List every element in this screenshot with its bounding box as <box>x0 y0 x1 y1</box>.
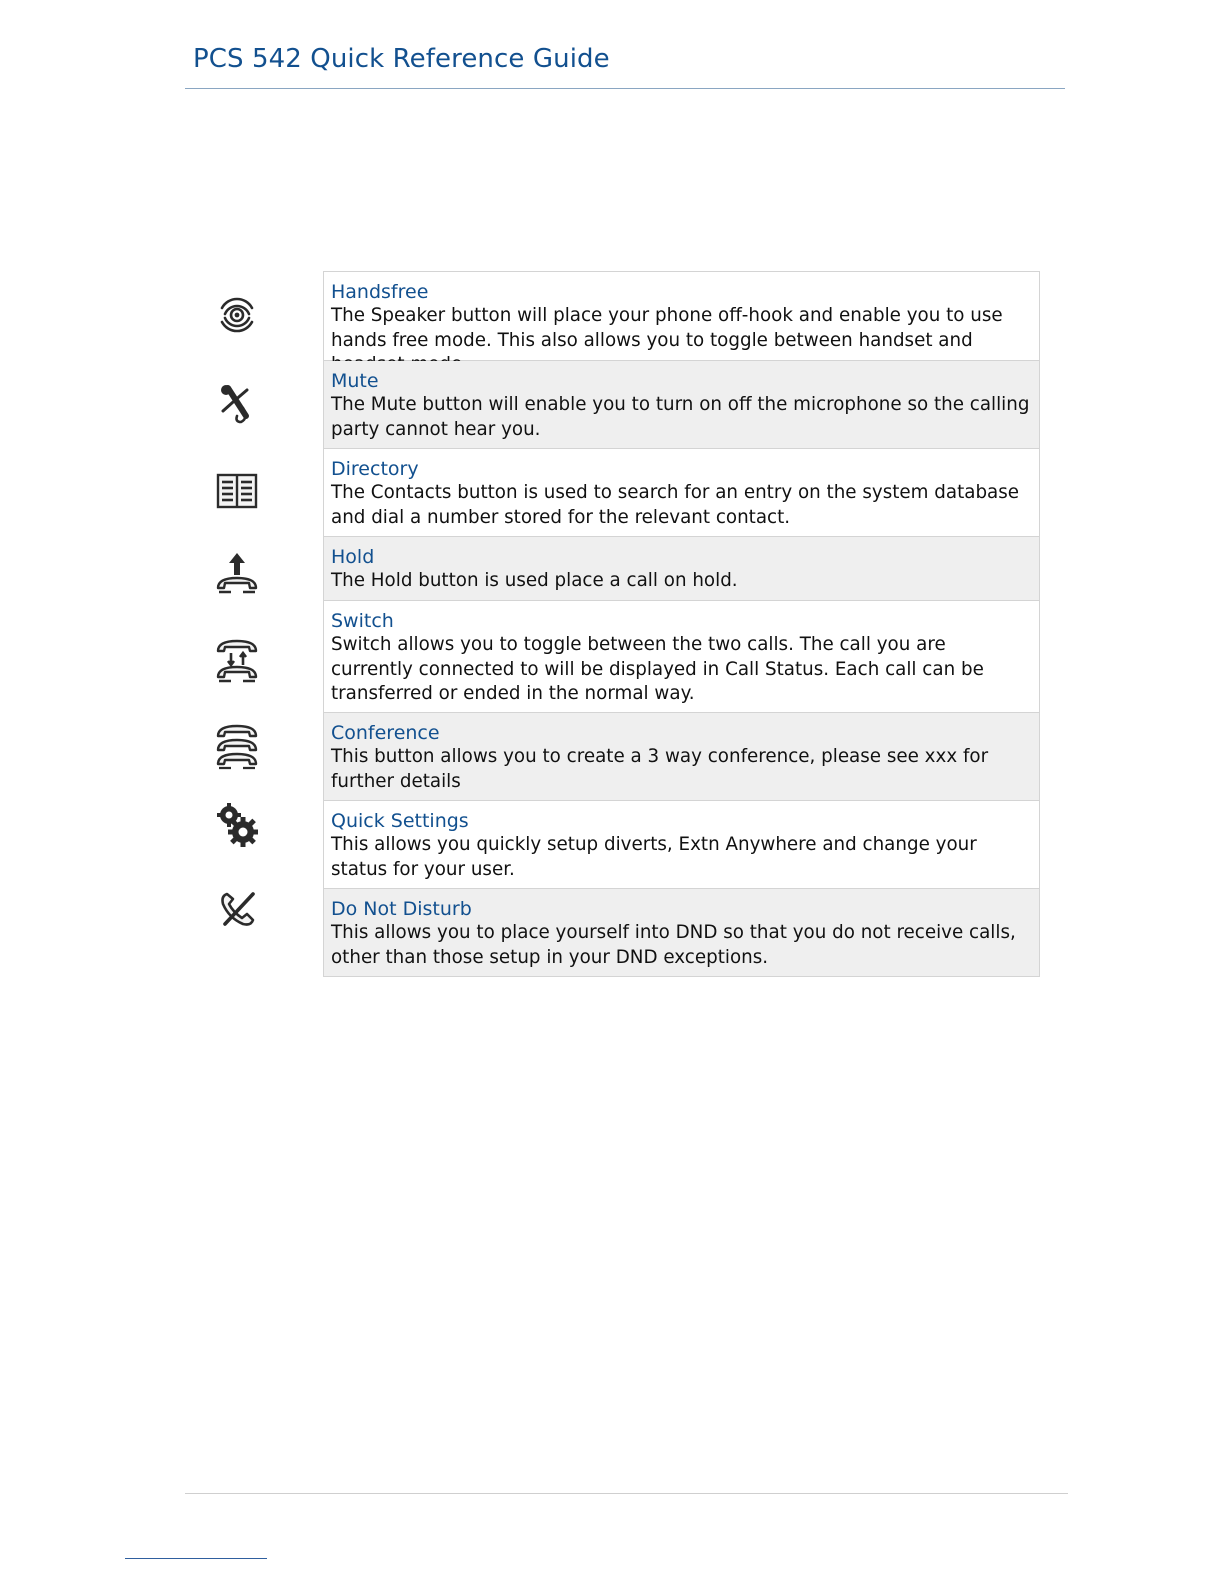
row-title: Quick Settings <box>331 810 469 832</box>
row-description: This button allows you to create a 3 way conference, please see xxx for further details <box>331 746 989 792</box>
conference-phones-icon <box>213 722 261 770</box>
row-title: Do Not Disturb <box>331 898 472 920</box>
table-row <box>323 537 1040 601</box>
table-row <box>323 272 1040 361</box>
gears-icon <box>213 802 261 850</box>
header-divider <box>185 88 1065 89</box>
row-title: Handsfree <box>331 281 429 303</box>
table-row <box>323 601 1040 713</box>
footer-divider <box>185 1493 1068 1494</box>
row-description: This allows you to place yourself into DND so that you do not receive calls, other than those setup in your DND exceptions. <box>331 922 1016 968</box>
row-description: The Contacts button is used to search for an entry on the system database and dial a number stored for the relevant contact. <box>331 482 1020 528</box>
row-description: The Hold button is used place a call on hold. <box>331 570 738 591</box>
button-reference-table <box>323 271 1040 977</box>
row-title: Switch <box>331 610 394 632</box>
table-row <box>323 449 1040 537</box>
row-title: Directory <box>331 458 419 480</box>
do-not-disturb-icon <box>213 886 261 934</box>
row-description: This allows you quickly setup diverts, Extn Anywhere and change your status for your user. <box>331 834 977 880</box>
footer-link-underline <box>125 1558 267 1559</box>
row-title: Mute <box>331 370 379 392</box>
row-title: Conference <box>331 722 440 744</box>
mute-icon <box>213 378 261 426</box>
directory-book-icon <box>213 467 261 515</box>
row-title: Hold <box>331 546 375 568</box>
row-description: Switch allows you to toggle between the two calls. The call you are currently connected to will be displayed in Call Status. Each call can be transferred or ended in the normal way. <box>331 634 984 704</box>
switch-phones-icon <box>213 637 261 685</box>
row-description: The Mute button will enable you to turn on off the microphone so the calling party cannot hear you. <box>331 394 1030 440</box>
table-row <box>323 713 1040 801</box>
page-title: PCS 542 Quick Reference Guide <box>193 44 610 74</box>
row-description: The Speaker button will place your phone off-hook and enable you to use hands free mode. This also allows you to toggle between handset and <box>331 305 1003 351</box>
hold-phone-icon <box>213 548 261 596</box>
table-row <box>323 889 1040 977</box>
table-row <box>323 801 1040 889</box>
table-row <box>323 361 1040 449</box>
speaker-icon <box>213 291 261 339</box>
